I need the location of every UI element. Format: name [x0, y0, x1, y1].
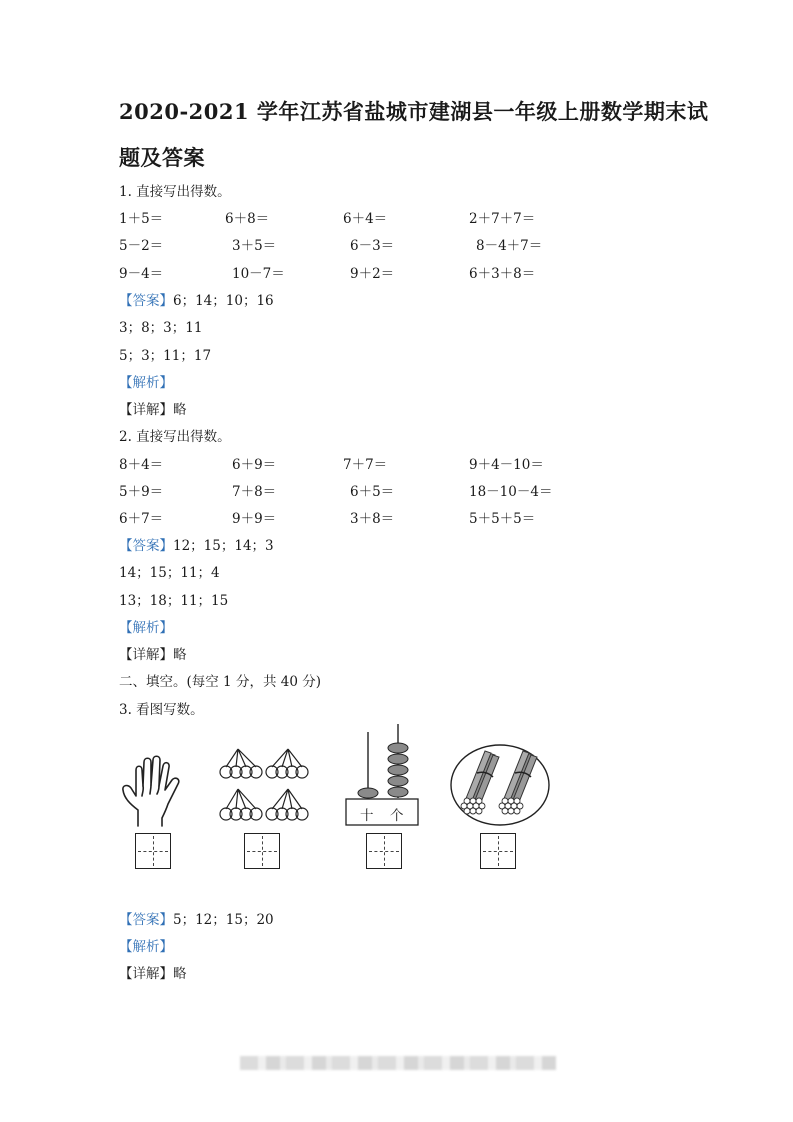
q2-answer-line: 14；15；11；4 [119, 565, 220, 581]
page-title-line-1: 2020-2021 学年江苏省盐城市建湖县一年级上册数学期末试 [119, 99, 709, 124]
q2-expr: 6＋5＝ [350, 484, 395, 500]
answer-values: 6；14；10；16 [173, 293, 274, 309]
q1-expr: 10－7＝ [232, 266, 285, 282]
q2-expr: 3＋8＝ [350, 511, 395, 527]
abacus-tens-label: 十 [360, 808, 374, 824]
q2-expr: 5＋5＋5＝ [469, 511, 536, 527]
answer-tag: 【答案】 [119, 293, 173, 309]
q1-answer-line: 3；8；3；11 [119, 320, 203, 336]
q1-expr: 8－4＋7＝ [476, 238, 543, 254]
q2-analysis-tag: 【解析】 [119, 620, 173, 636]
q3-heading: 3. 看图写数。 [119, 702, 204, 718]
q1-analysis-tag: 【解析】 [119, 375, 173, 391]
stick-bundles-picture [449, 743, 551, 827]
abacus-picture [344, 722, 420, 828]
detail-text: 略 [173, 966, 187, 982]
q1-expr: 5－2＝ [119, 238, 164, 254]
q1-detail [119, 398, 187, 418]
cherry-cluster [220, 749, 262, 778]
q1-expr: 2＋7＋7＝ [469, 211, 536, 227]
q2-expr: 5＋9＝ [119, 484, 164, 500]
detail-tag: 【详解】 [119, 966, 173, 982]
hand-picture [120, 752, 190, 828]
q1-expr: 6－3＝ [350, 238, 395, 254]
answer-tag: 【答案】 [119, 912, 173, 928]
q2-expr: 8＋4＝ [119, 457, 164, 473]
q2-expr: 9＋9＝ [232, 511, 277, 527]
q1-expr: 1＋5＝ [119, 211, 164, 227]
q2-expr: 18－10－4＝ [469, 484, 553, 500]
q3-answer-line [119, 908, 274, 928]
answer-box-3[interactable] [366, 833, 402, 869]
q1-expr: 6＋4＝ [343, 211, 388, 227]
q1-expr: 3＋5＝ [232, 238, 277, 254]
q2-expr: 6＋7＝ [119, 511, 164, 527]
blurred-footer-watermark [240, 1056, 556, 1070]
q2-answer-line: 13；18；11；15 [119, 593, 229, 609]
q3-analysis-tag: 【解析】 [119, 939, 173, 955]
section-2-heading: 二、填空。(每空 1 分，共 40 分) [119, 674, 321, 690]
q1-heading: 1. 直接写出得数。 [119, 184, 231, 200]
q2-expr: 7＋7＝ [343, 457, 388, 473]
q2-expr: 9＋4－10＝ [469, 457, 544, 473]
q1-expr: 9＋2＝ [350, 266, 395, 282]
abacus-rods [344, 722, 420, 828]
answer-values: 5；12；15；20 [173, 912, 274, 928]
q1-answer-line [119, 289, 274, 309]
detail-text: 略 [173, 402, 187, 418]
q2-detail [119, 643, 187, 663]
q2-expr: 7＋8＝ [232, 484, 277, 500]
cherries-picture [216, 745, 312, 827]
detail-text: 略 [173, 647, 187, 663]
q1-expr: 9－4＝ [119, 266, 164, 282]
q1-expr: 6＋3＋8＝ [469, 266, 536, 282]
q2-heading: 2. 直接写出得数。 [119, 429, 231, 445]
q1-answer-line: 5；3；11；17 [119, 348, 212, 364]
detail-tag: 【详解】 [119, 402, 173, 418]
answer-box-2[interactable] [244, 833, 280, 869]
answer-box-4[interactable] [480, 833, 516, 869]
answer-tag: 【答案】 [119, 538, 173, 554]
detail-tag: 【详解】 [119, 647, 173, 663]
q1-expr: 6＋8＝ [225, 211, 270, 227]
answer-box-1[interactable] [135, 833, 171, 869]
answer-values: 12；15；14；3 [173, 538, 274, 554]
abacus-ones-label: 个 [390, 808, 404, 824]
q2-expr: 6＋9＝ [232, 457, 277, 473]
q3-detail [119, 962, 187, 982]
page-title-line-2: 题及答案 [119, 145, 205, 170]
q2-answer-line [119, 534, 274, 554]
